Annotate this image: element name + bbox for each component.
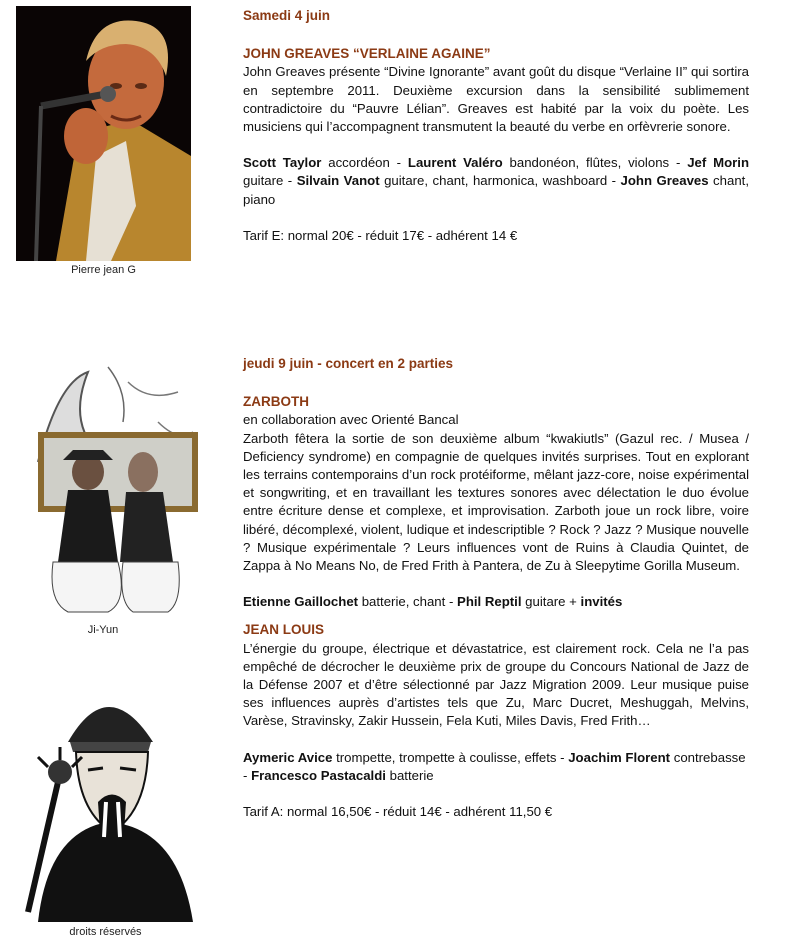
photo-caption: droits réservés xyxy=(69,926,142,938)
photo-caption: Pierre jean G xyxy=(71,264,136,276)
tarif-text: Tarif A: normal 16,50€ - réduit 14€ - adhérent 11,50 € xyxy=(243,804,553,820)
event-date: jeudi 9 juin - concert en 2 parties xyxy=(243,356,454,371)
band-title: JEAN LOUIS xyxy=(243,622,325,638)
musicians-list: Etienne Gaillochet batterie, chant - Phil Reptil guitare + invités xyxy=(243,594,623,610)
event-title: JOHN GREAVES “VERLAINE AGAINE” xyxy=(243,46,491,62)
photo-caption: Ji-Yun xyxy=(87,624,119,636)
band-description: Zarboth fêtera la sortie de son deuxième album “kwakiutls” (Gazul rec. / Musea / Deficiency syndrome) en compagnie de quelques invités surprises. Tout en explorant les terrains contemporains d’un rock protéiforme, mêlant jazz-core, noise expérimental et songwriting, et en travaillant les textures sonores avec délectation le duo évolue entre écriture dense et complexe, et improvisation. Zarboth joue un rock libre, voire libéré, décomplexé, violent, ludique et indescriptible ? Rock ? Jazz ? Musique nouvelle ? Musique expérimentale ? Leurs influences vont de Ruins à Claudia Quintet, de Zappa à No Means No, de Fred Frith à Pantera, de Zu à Sleepytime Gorilla Museum. xyxy=(243,430,749,574)
tarif-text: Tarif E: normal 20€ - réduit 17€ - adhérent 14 € xyxy=(243,227,518,243)
event-date: Samedi 4 juin xyxy=(243,8,331,23)
zarboth-photo xyxy=(8,362,198,617)
event1-section xyxy=(243,7,749,245)
band-description: L’énergie du groupe, électrique et dévastatrice, est clairement rock. Cela ne l’a pas empêché de décrocher le deuxième prix de groupe du Concours National de Jazz de la Défense 2007 et d’être sélectionné par Jazz Migration 2009. Leur musique puise ses influences auprès d’artistes tels que Zu, Marc Ducret, Meshuggah, Melvins, Varèse, Stravinsky, Zakir Hussein, Fela Kuti, Miles Davis, Fred Frith… xyxy=(243,640,749,729)
collab-text: en collaboration avec Orienté Bancal xyxy=(243,412,459,428)
musicians-list: Aymeric Avice trompette, trompette à coulisse, effets - Joachim Florent contrebasse - Francesco Pastacaldi batterie xyxy=(243,749,746,783)
event-description: John Greaves présente “Divine Ignorante” avant goût du disque “Verlaine II” qui sortira en septembre 2011. Deuxième excursion dans la sensibilité sublimement contradictoire du “Pauvre Lélian”. Greaves est habité par la voix du poète. Les musiciens qui l’accompagnent transmutent la beauté du verbe en orfèvrerie sonore. xyxy=(243,64,749,135)
event2-section xyxy=(243,355,749,821)
jean-louis-illustration xyxy=(8,672,203,922)
band-title: ZARBOTH xyxy=(243,394,309,410)
musicians-list: Scott Taylor accordéon - Laurent Valéro bandonéon, flûtes, violons - Jef Morin guitare - Silvain Vanot guitare, chant, harmonica, washboard - John Greaves chant, piano xyxy=(243,155,749,207)
john-greaves-photo xyxy=(16,6,191,261)
